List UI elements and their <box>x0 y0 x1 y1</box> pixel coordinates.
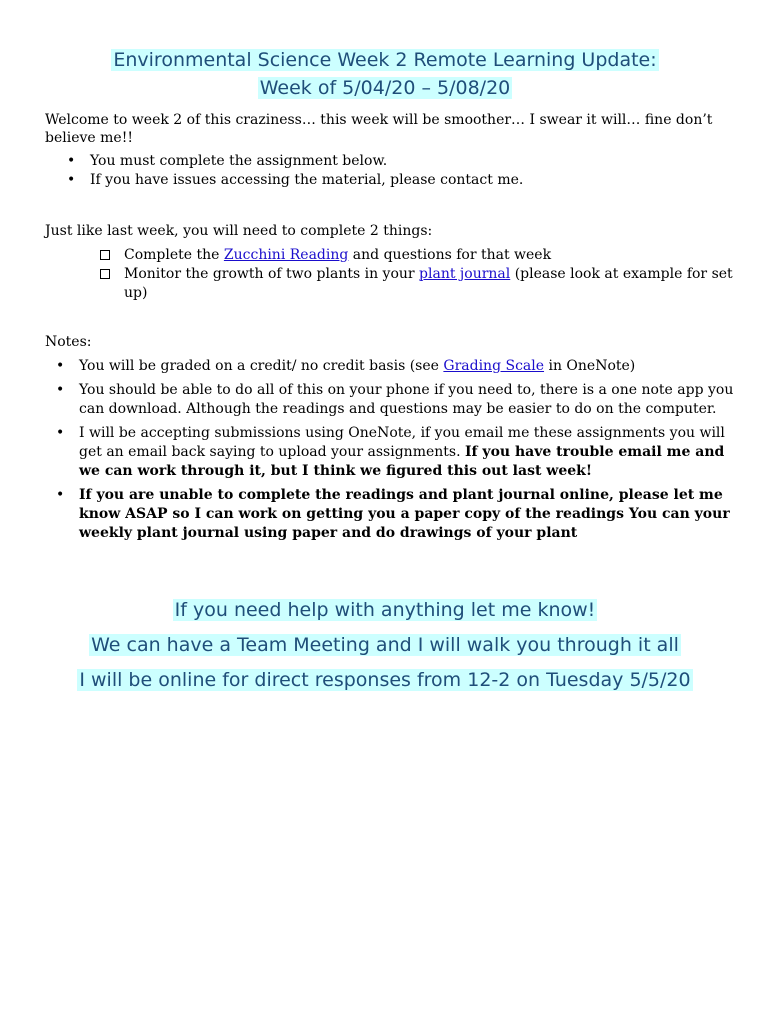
note-text: You should be able to do all of this on your phone if you need to, there is a one note app you can download. Although the readings and questions may be easier to do on the computer. <box>79 382 734 417</box>
bullet-icon: • <box>56 382 65 398</box>
list-item <box>45 486 735 543</box>
intro-bullet-list <box>45 152 735 190</box>
checklist-text: Complete the <box>124 247 224 263</box>
bullet-icon: • <box>67 153 76 169</box>
grading-scale-link[interactable]: Grading Scale <box>443 358 545 374</box>
bullet-icon: • <box>56 425 65 441</box>
bullet-icon: • <box>67 172 76 188</box>
plant-journal-link[interactable]: plant journal <box>419 266 511 282</box>
bullet-icon: • <box>56 358 65 374</box>
list-item <box>45 357 735 376</box>
tasks-intro: Just like last week, you will need to complete 2 things: <box>45 223 433 239</box>
checklist-item <box>45 265 735 303</box>
note-text: in OneNote) <box>544 358 636 374</box>
note-text: You will be graded on a credit/ no credit basis (see <box>79 358 444 374</box>
page-title <box>0 46 770 102</box>
checklist-text: Monitor the growth of two plants in your <box>124 266 420 282</box>
task-checklist <box>45 246 735 303</box>
note-bold-text: If you have trouble email me and we can work through it, but I think we figured this out last week! <box>79 444 725 479</box>
closing-line-2: We can have a Team Meeting and I will walk you through it all <box>91 634 679 656</box>
list-item <box>45 171 735 190</box>
closing-line-3: I will be online for direct responses from 12-2 on Tuesday 5/5/20 <box>79 669 691 691</box>
note-bold-text: If you are unable to complete the readings and plant journal online, please let me know ASAP so I can work on getting you a paper copy of the readings You can your weekly plant journal using paper and do drawings of your plant <box>79 487 730 541</box>
closing-line-1: If you need help with anything let me know! <box>174 599 596 621</box>
welcome-paragraph: Welcome to week 2 of this craziness… this week will be smoother… I swear it will… fine don’t believe me!! <box>45 112 713 146</box>
checkbox-icon[interactable] <box>100 250 110 260</box>
list-item <box>45 381 735 419</box>
list-item <box>45 424 735 481</box>
title-line-1: Environmental Science Week 2 Remote Learning Update: <box>113 49 657 71</box>
bullet-icon: • <box>56 487 65 503</box>
list-item <box>45 152 735 171</box>
checkbox-icon[interactable] <box>100 269 110 279</box>
closing-message <box>0 597 770 702</box>
notes-bullet-list <box>45 357 735 548</box>
checklist-item <box>45 246 735 265</box>
notes-heading: Notes: <box>45 334 92 350</box>
title-line-2: Week of 5/04/20 – 5/08/20 <box>259 77 511 99</box>
bullet-text: You must complete the assignment below. <box>90 153 388 169</box>
bullet-text: If you have issues accessing the material, please contact me. <box>90 172 524 188</box>
zucchini-reading-link[interactable]: Zucchini Reading <box>223 247 349 263</box>
note-text: I will be accepting submissions using OneNote, if you email me these assignments you will get an email back saying to upload your assignments. <box>79 425 725 460</box>
checklist-text: and questions for that week <box>348 247 552 263</box>
checklist-text: (please look at example for set up) <box>124 266 733 301</box>
